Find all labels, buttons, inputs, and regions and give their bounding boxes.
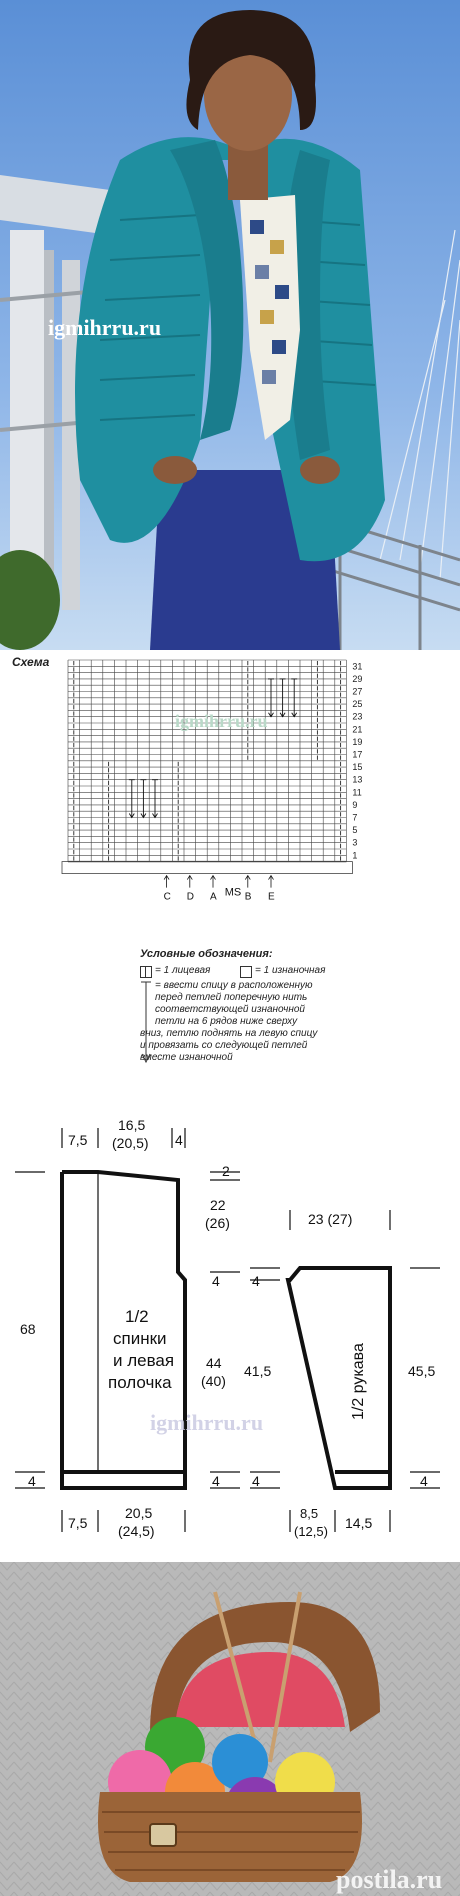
sleeve-bottom-left: 8,5 [300,1506,319,1521]
sleeve-height-left: 41,5 [244,1363,272,1379]
chart-row-number: 25 [352,699,363,710]
chart-row-number: 29 [352,673,363,684]
purl-symbol [240,966,252,978]
hand-right [300,456,340,484]
dim-total-height: 68 [20,1321,36,1337]
yarn-basket-illustration [0,1562,460,1896]
legend-dropped-4: петли на 6 рядов ниже сверху [155,1016,298,1027]
sleeve-label: 1/2 рукава [350,1343,367,1420]
chart-row-number: 9 [352,799,358,810]
knit-symbol [140,966,152,978]
basket-watermark: postila.ru [336,1865,443,1894]
back-label-2: спинки [113,1329,167,1348]
chart-title: Схема [12,655,50,669]
sleeve-outline [288,1268,390,1488]
sleeve-bottom-left-alt: (12,5) [294,1524,328,1539]
chart-row-number: 7 [352,812,358,823]
chart-marker-label: MS [224,886,242,899]
legend-dropped-1: = ввести спицу в расположенную [155,980,313,991]
chart-marker-label: E [268,891,275,903]
basket-body [98,1792,362,1882]
dim-body-height-alt: (40) [201,1373,226,1389]
chart-marker-label: C [163,891,171,903]
model-photo-illustration [0,0,460,650]
dim-bottom-width-alt: (24,5) [118,1523,155,1539]
chart-row-number: 19 [352,736,363,747]
back-label-1: 1/2 [125,1307,149,1326]
chart-row-number: 11 [352,787,362,798]
chart-row-number: 5 [352,825,358,836]
legend-dropped-7: вместе изнаночной [140,1052,233,1063]
dim-hem: 4 [28,1473,36,1489]
dim-bottom-band: 7,5 [68,1515,88,1531]
dim-top-neck: 4 [175,1132,183,1148]
yarn-basket-photo [0,1562,460,1896]
sleeve-height-right: 45,5 [408,1363,436,1379]
dim-armhole-step: 4 [212,1273,220,1289]
chart-grid [62,660,352,874]
sleeve-bottom-right: 14,5 [345,1515,373,1531]
photo-watermark: igmihrru.ru [48,315,162,340]
legend-purl: = 1 изнаночная [255,965,326,976]
pattern-schematic-svg [0,1100,460,1560]
chart-bottom-band [62,862,352,874]
dim-armhole-height: 22 [210,1197,226,1213]
sleeve-hem-right: 4 [420,1473,428,1489]
basket-clasp [150,1824,176,1846]
legend-dropped-5: вниз, петлю поднять на левую спицу [140,1028,318,1039]
hand-left [153,456,197,484]
chart-row-number: 13 [352,774,363,785]
chart-marker-label: B [244,891,252,903]
dim-shoulder-drop: 2 [222,1163,230,1179]
legend-knit: = 1 лицевая [155,965,211,976]
pattern-schematic [0,1100,460,1560]
legend-title: Условные обозначения: [140,948,273,960]
model-photo [0,0,460,650]
dim-bottom-width: 20,5 [125,1505,153,1521]
chart-marker-label: A [210,891,217,903]
chart-row-number: 3 [352,837,358,848]
legend-dropped-2: перед петлей поперечную нить [155,992,308,1003]
chart-row-number: 27 [352,686,363,697]
stitch-chart [0,650,460,940]
sleeve-top-width: 23 (27) [308,1211,353,1227]
legend-dropped-6: и провязать со следующей петлей [140,1040,308,1051]
back-label-3: и левая [113,1351,175,1370]
chart-row-number: 17 [352,749,363,760]
sleeve-cap-step: 4 [252,1273,260,1289]
stitch-chart-svg [0,650,460,940]
legend-dropped-3: соответствующей изнаночной [155,1004,305,1015]
back-label-4: полочка [108,1373,172,1392]
dim-top-width-alt: (20,5) [112,1135,149,1151]
chart-marker-label: D [186,891,195,903]
chart-row-number: 15 [352,762,363,773]
chart-watermark: igmihrru.ru [175,711,268,731]
chart-row-number: 23 [352,711,363,722]
dim-top-shoulder: 7,5 [68,1132,88,1148]
dim-body-height: 44 [206,1355,222,1371]
pattern-watermark: igmihrru.ru [150,1410,264,1435]
chart-row-number: 21 [352,724,363,735]
chart-row-number: 31 [352,661,363,672]
dim-top-width: 16,5 [118,1117,146,1133]
chart-row-numbers [352,661,362,860]
chart-markers [164,876,275,903]
dim-armhole-height-alt: (26) [205,1215,230,1231]
sleeve-hem-left: 4 [252,1473,260,1489]
legend [0,940,460,1100]
dim-hem-right: 4 [212,1473,220,1489]
chart-row-number: 1 [352,850,358,861]
